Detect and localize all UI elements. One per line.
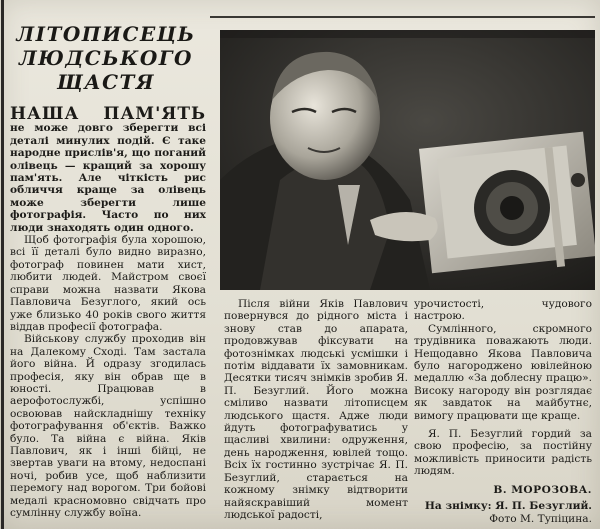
- headline-line-2: ЛЮДСЬКОГО: [19, 46, 193, 70]
- article-headline: [10, 22, 202, 94]
- column-3-paragraph-2: Сумлінного, скромного трудівника поважають люди. Нещодавно Якова Павловича було нагороджено ювілейною медаллю «За доблесну працю». Високу нагороду він розглядає як завдаток на майбутнє, вимогу працювати ще краще.: [414, 322, 592, 422]
- photo-image: [220, 30, 595, 290]
- photo-caption: На знімку: Я. П. Безуглий.: [424, 500, 592, 513]
- lead-dropcap: НАША ПАМ'ЯТЬ: [10, 104, 206, 124]
- column-rule-left: [1, 0, 4, 529]
- headline-line-3: ЩАСТЯ: [56, 70, 156, 94]
- lead-text: не може довго зберегти всі деталі минулих подій. Є таке народне прислів'я, що поганий олівець — кращий за хорошу пам'ять. Але чіткість рис обличчя краще за олівець може зберегти лише фотографія. Часто по них люди знаходять один одного.: [10, 122, 206, 234]
- author-signature: В. МОРОЗОВА.: [493, 483, 592, 496]
- column-3-paragraph-3: Я. П. Безуглий гордий за свою професію, за постійну можливість приносити радість людям.: [414, 428, 592, 478]
- photo-credit: Фото М. Тупіцина.: [489, 512, 592, 525]
- column-2: [224, 298, 408, 521]
- column-1-paragraph-1: Щоб фотографія була хорошою, всі її деталі було видно виразно, фотограф повинен мати хист, любити людей. Майстром своєї справи можна назвати Якова Павловича Безуглого, який ось уже близько 40 років свого життя віддав професії фотографа.: [10, 234, 206, 333]
- top-rule: [210, 16, 595, 18]
- lead-paragraph: [10, 104, 206, 234]
- column-3: [414, 298, 592, 525]
- portrait-photo: [220, 30, 595, 290]
- column-1: [10, 104, 206, 519]
- column-3-paragraph-1: урочистості, чудового настрою.: [414, 298, 592, 323]
- headline-line-1: ЛІТОПИСЕЦЬ: [16, 22, 196, 46]
- column-2-paragraph-1: Після війни Яків Павлович повернувся до рідного міста і знову став до апарата, продовжував фіксувати на фотознімках людські усмішки і потім віддавати їх замовникам. Десятки тисяч знімків зробив Я. П. Безуглий. Його можна сміливо назвати літописцем людського щастя. Адже люди йдуть фотографуватись у щасливі хвилини: одруження, день народження, ювілей тощо. Всіх їх гостинно зустрічає Я. П. Безуглий, старається на кожному знімку відтворити найяскравіший момент людської радості,: [224, 298, 408, 521]
- column-1-paragraph-2: Військову службу проходив він на Далекому Сході. Там застала його війна. Й одразу згодилась професія, яку він обрав ще в юності. Працював в аерофотослужбі, успішно освоював найскладнішу техніку фотографування об'єктів. Важко було. Та війна є війна. Яків Павлович, як і інші бійці, не звертав уваги на втому, недоспані ночі, робив усе, щоб наблизити перемогу над ворогом. Три бойові медалі красномовно свідчать про сумлінну службу воїна.: [10, 333, 206, 519]
